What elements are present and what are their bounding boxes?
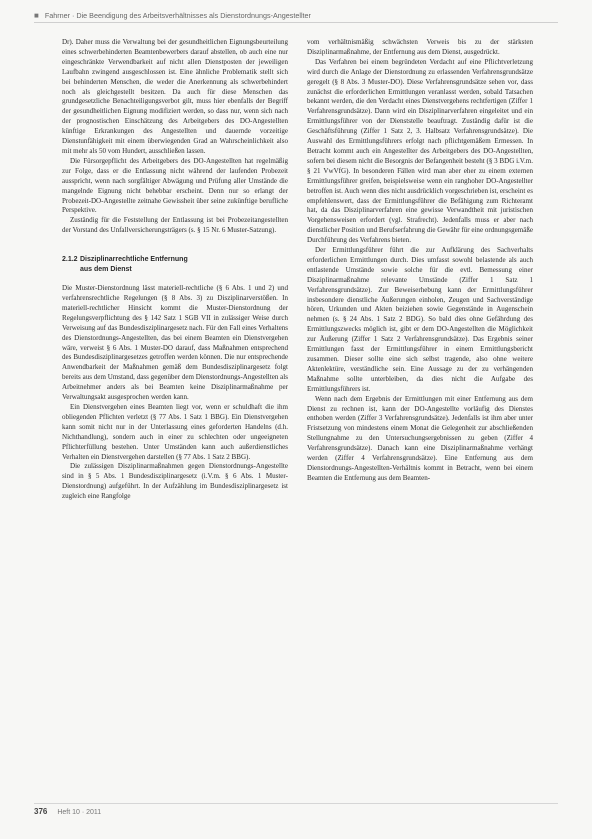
issue-label: Heft 10 · 2011 bbox=[57, 809, 102, 816]
running-header bbox=[34, 8, 558, 23]
body-paragraph: Zuständig für die Feststellung der Entlassung ist bei Probezeitangestellten der Vorstand des Unfallversicherungsträgers (s. § 15 Nr. 6 Muster-Satzung). bbox=[62, 216, 288, 235]
body-paragraph: Ein Dienstvergehen eines Beamten liegt vor, wenn er schuldhaft die ihm obliegenden Pflichten verletzt (§ 77 Abs. 1 Satz 1 BBG). Ein Dienstvergehen kann somit nicht nur in der Unterlassung eines geforderten Handelns (d.h. Nichthandlung), sondern auch in einer zu schlechten oder ungeeigneten Pflichterfüllung bestehen. Unter Umständen kann auch außerdienstliches Verhalten ein Dienstvergehen darstellen (§ 77 Abs. 1 Satz 2 BBG). bbox=[62, 403, 288, 461]
body-paragraph: Dr). Daher muss die Verwaltung bei der gesundheitlichen Eignungsbeurteilung eines schwerbehinderten Beamtenbewerbers darauf abstellen, ob auch eine nur eingeschränkte Verwendbarkeit auf nicht allen Dienstposten der jeweiligen Laufbahn zwingend ausgeschlossen ist. Eine ähnliche Problematik stellt sich bei behinderten Menschen, die weder die Anerkennung als schwerbehindert noch als gleichgestellt besitzen. Da auch für diese Menschen das grundgesetzliche Benachteiligungsverbot gilt, muss hier ebenfalls der Begriff der gesundheitlichen Eignung modifiziert werden, so dass nur, wenn sich nach der prognostischen Einschätzung des Arbeitgebers des DO-Angestellten künftige Erkrankungen des Angestellten und dauernde vorzeitige Dienstunfähigkeit mit einem überwiegenden Grad an Wahrscheinlichkeit also mit mehr als 50 vom Hundert, ausschließen lassen. bbox=[62, 38, 288, 155]
body-paragraph: Die Fürsorgepflicht des Arbeitgebers des DO-Angestellten hat regelmäßig zur Folge, dass er die Entlassung nicht während der laufenden Probezeit ausspricht, wenn nach sorgfältiger Abwägung und Prüfung aller Umstände die mangelnde Eignung nicht behebbar erscheint. Denn nur so erlangt der Probezeit-DO-Angestellte zeitnahe Gewissheit über seine zukünftige berufliche Perspektive. bbox=[62, 156, 288, 215]
page-number: 376 bbox=[34, 807, 48, 816]
body-paragraph: Das Verfahren bei einem begründeten Verdacht auf eine Pflichtverletzung wird durch die Anlage der Dienstordnung zu erlassenden Verfahrensgrundsätze geregelt (§ 8 Abs. 3 Muster-DO). Diese Verfahrensgrundsätze sehen vor, dass zunächst die erforderlichen Ermittlungen veranlasst werden, sobald Tatsachen bekannt werden, die den Verdacht eines Dienstvergehens rechtfertigen (Ziffer 1 Verfahrensgrundsätze). Dann wird ein Disziplinarverfahren eingeleitet und ein Ermittlungsführer von der Dienststelle beauftragt. Zuständig dafür ist die Geschäftsführung (Ziffer 1 Satz 2, 3. Halbsatz Verfahrensgrundsätze). Die Auswahl des Ermittlungsführers erfolgt nach pflichtgemäßem Ermessen. In Betracht kommt auch ein Angestellter des Arbeitgebers des DO-Angestellten, sofern bei diesem nicht die Besorgnis der Befangenheit besteht (§ 3 BDG i.V.m. § 21 VwVfG). In besonderen Fällen wird man aber eher zu einem externen Ermittlungsführer greifen, beispielsweise wenn ein ranghoher DO-Angestellter betroffen ist. Auch wenn dies nicht ausdrücklich vorgeschrieben ist, erscheint es empfehlenswert, dass der Ermittlungsführer die Befähigung zum Richteramt hat, da das Disziplinarverfahren eine gewisse Verwandtheit mit juristischen Vorgehensweisen erfordert (vgl. Strafrecht). Jedenfalls muss er aber nach dienstlicher Position und Berufserfahrung die Gewähr für eine ordnungsgemäße Durchführung des Verfahrens bieten. bbox=[307, 57, 533, 245]
left-text-column bbox=[62, 38, 288, 502]
section-number: 2.1.2 bbox=[62, 256, 78, 264]
page-footer bbox=[34, 803, 558, 821]
body-paragraph: Der Ermittlungsführer führt die zur Aufklärung des Sachverhalts erforderlichen Ermittlungen durch. Dies umfasst sowohl belastende als auch entlastende Umstände sowie solche für die evtl. Bemessung einer Disziplinarmaßnahme relevante Umstände (Ziffer 1 Satz 1 Verfahrensgrundsätze). Zur Beweiserhebung kann der Ermittlungsführer insbesondere dienstliche Äußerungen einholen, Zeugen und Sachverständige hören, Urkunden und Akten beiziehen sowie Gegenstände in Augenschein nehmen (s. § 24 Abs. 1 Satz 2 BDG). So bald dies ohne Gefährdung des Ermittlungszwecks möglich ist, gibt er dem DO-Angestellten die Möglichkeit zur Äußerung (Ziffer 1 Satz 2 Verfahrensgrundsätze). Das Ergebnis seiner Ermittlungen fasst der Ermittlungsführer in einem Ermittlungsbericht zusammen. Dieser sollte eine sich selbst tragende, also ohne weitere Aktenlektüre, verständliche sein. Eine Aussage zu der zu verhängenden Maßnahme sollte unterbleiben, da dies nicht die Aufgabe des Ermittlungsführers ist. bbox=[307, 246, 533, 393]
body-paragraph: Die zulässigen Disziplinarmaßnahmen gegen Dienstordnungs-Angestellte sind in § 5 Abs. 1 Bundesdisziplinargesetz (i.V.m. § 6 Abs. 1 Muster-Dienstordnung) aufgeführt. In der Aufzählung im Bundesdisziplinargesetz ist zugleich eine Rangfolge bbox=[62, 462, 288, 501]
body-paragraph: Die Muster-Dienstordnung lässt materiell-rechtliche (§ 6 Abs. 1 und 2) und verfahrensrechtliche Regelungen (§ 8 Abs. 3) zu Disziplinarverstößen. In materiell-rechtlicher Hinsicht kommt die Muster-Dienstordnung der Regelungsverpflichtung des § 142 Satz 1 SGB VII in zulässiger Weise durch Verweisung auf das Bundesdisziplinargesetz nach. Für den Fall eines Verhaltens des Dienstordnungs-Angestellten, das bei einem Beamten ein Dienstvergehen wäre, verweist § 6 Abs. 1 Muster-DO darauf, dass Maßnahmen entsprechend des Bundesdisziplinargesetzes getroffen werden können. Die nur entsprechende Anwendbarkeit der Maßnahmen gemäß dem Bundesdisziplinargesetz folgt bereits aus dem Umstand, dass gegenüber dem Dienstordnungs-Angestellten als Arbeitnehmer anders als bei Beamten keine Disziplinarmaßnahme per Verwaltungsakt ausgesprochen werden kann. bbox=[62, 284, 288, 402]
section-title-continued: aus dem Dienst bbox=[80, 265, 132, 273]
body-paragraph: vom verhältnismäßig schwächsten Verweis bis zu der stärksten Disziplinarmaßnahme, der Entfernung aus dem Dienst, ausgedrückt. bbox=[307, 38, 533, 56]
section-title: Disziplinarrechtliche Entfernung bbox=[80, 256, 188, 264]
body-paragraph: Wenn nach dem Ergebnis der Ermittlungen mit einer Entfernung aus dem Dienst zu rechnen ist, kann der DO-Angestellte vorläufig des Dienstes enthoben werden (Ziffer 3 Verfahrensgrundsätze). Jedenfalls ist ihm aber unter Fristsetzung von mindestens einem Monat die Gelegenheit zur abschließenden Stellungnahme zu den Untersuchungsergebnissen zu geben (Ziffer 4 Verfahrensgrundsätze). Danach kann eine Disziplinarmaßnahme verhängt werden (Ziffer 4 Verfahrensgrundsätze). Eine Entfernung aus dem Dienstordnungs-Angestellten-Verhältnis kommt in Betracht, wenn bei einem Beamten die Entfernung aus dem Beamten- bbox=[307, 394, 533, 482]
running-header-title: Fahrner · Die Beendigung des Arbeitsverhältnisses als Dienstordnungs-Angestellter bbox=[44, 10, 311, 20]
right-text-column bbox=[307, 38, 533, 484]
header-square-icon: ■ bbox=[34, 10, 39, 20]
section-heading bbox=[62, 255, 288, 274]
